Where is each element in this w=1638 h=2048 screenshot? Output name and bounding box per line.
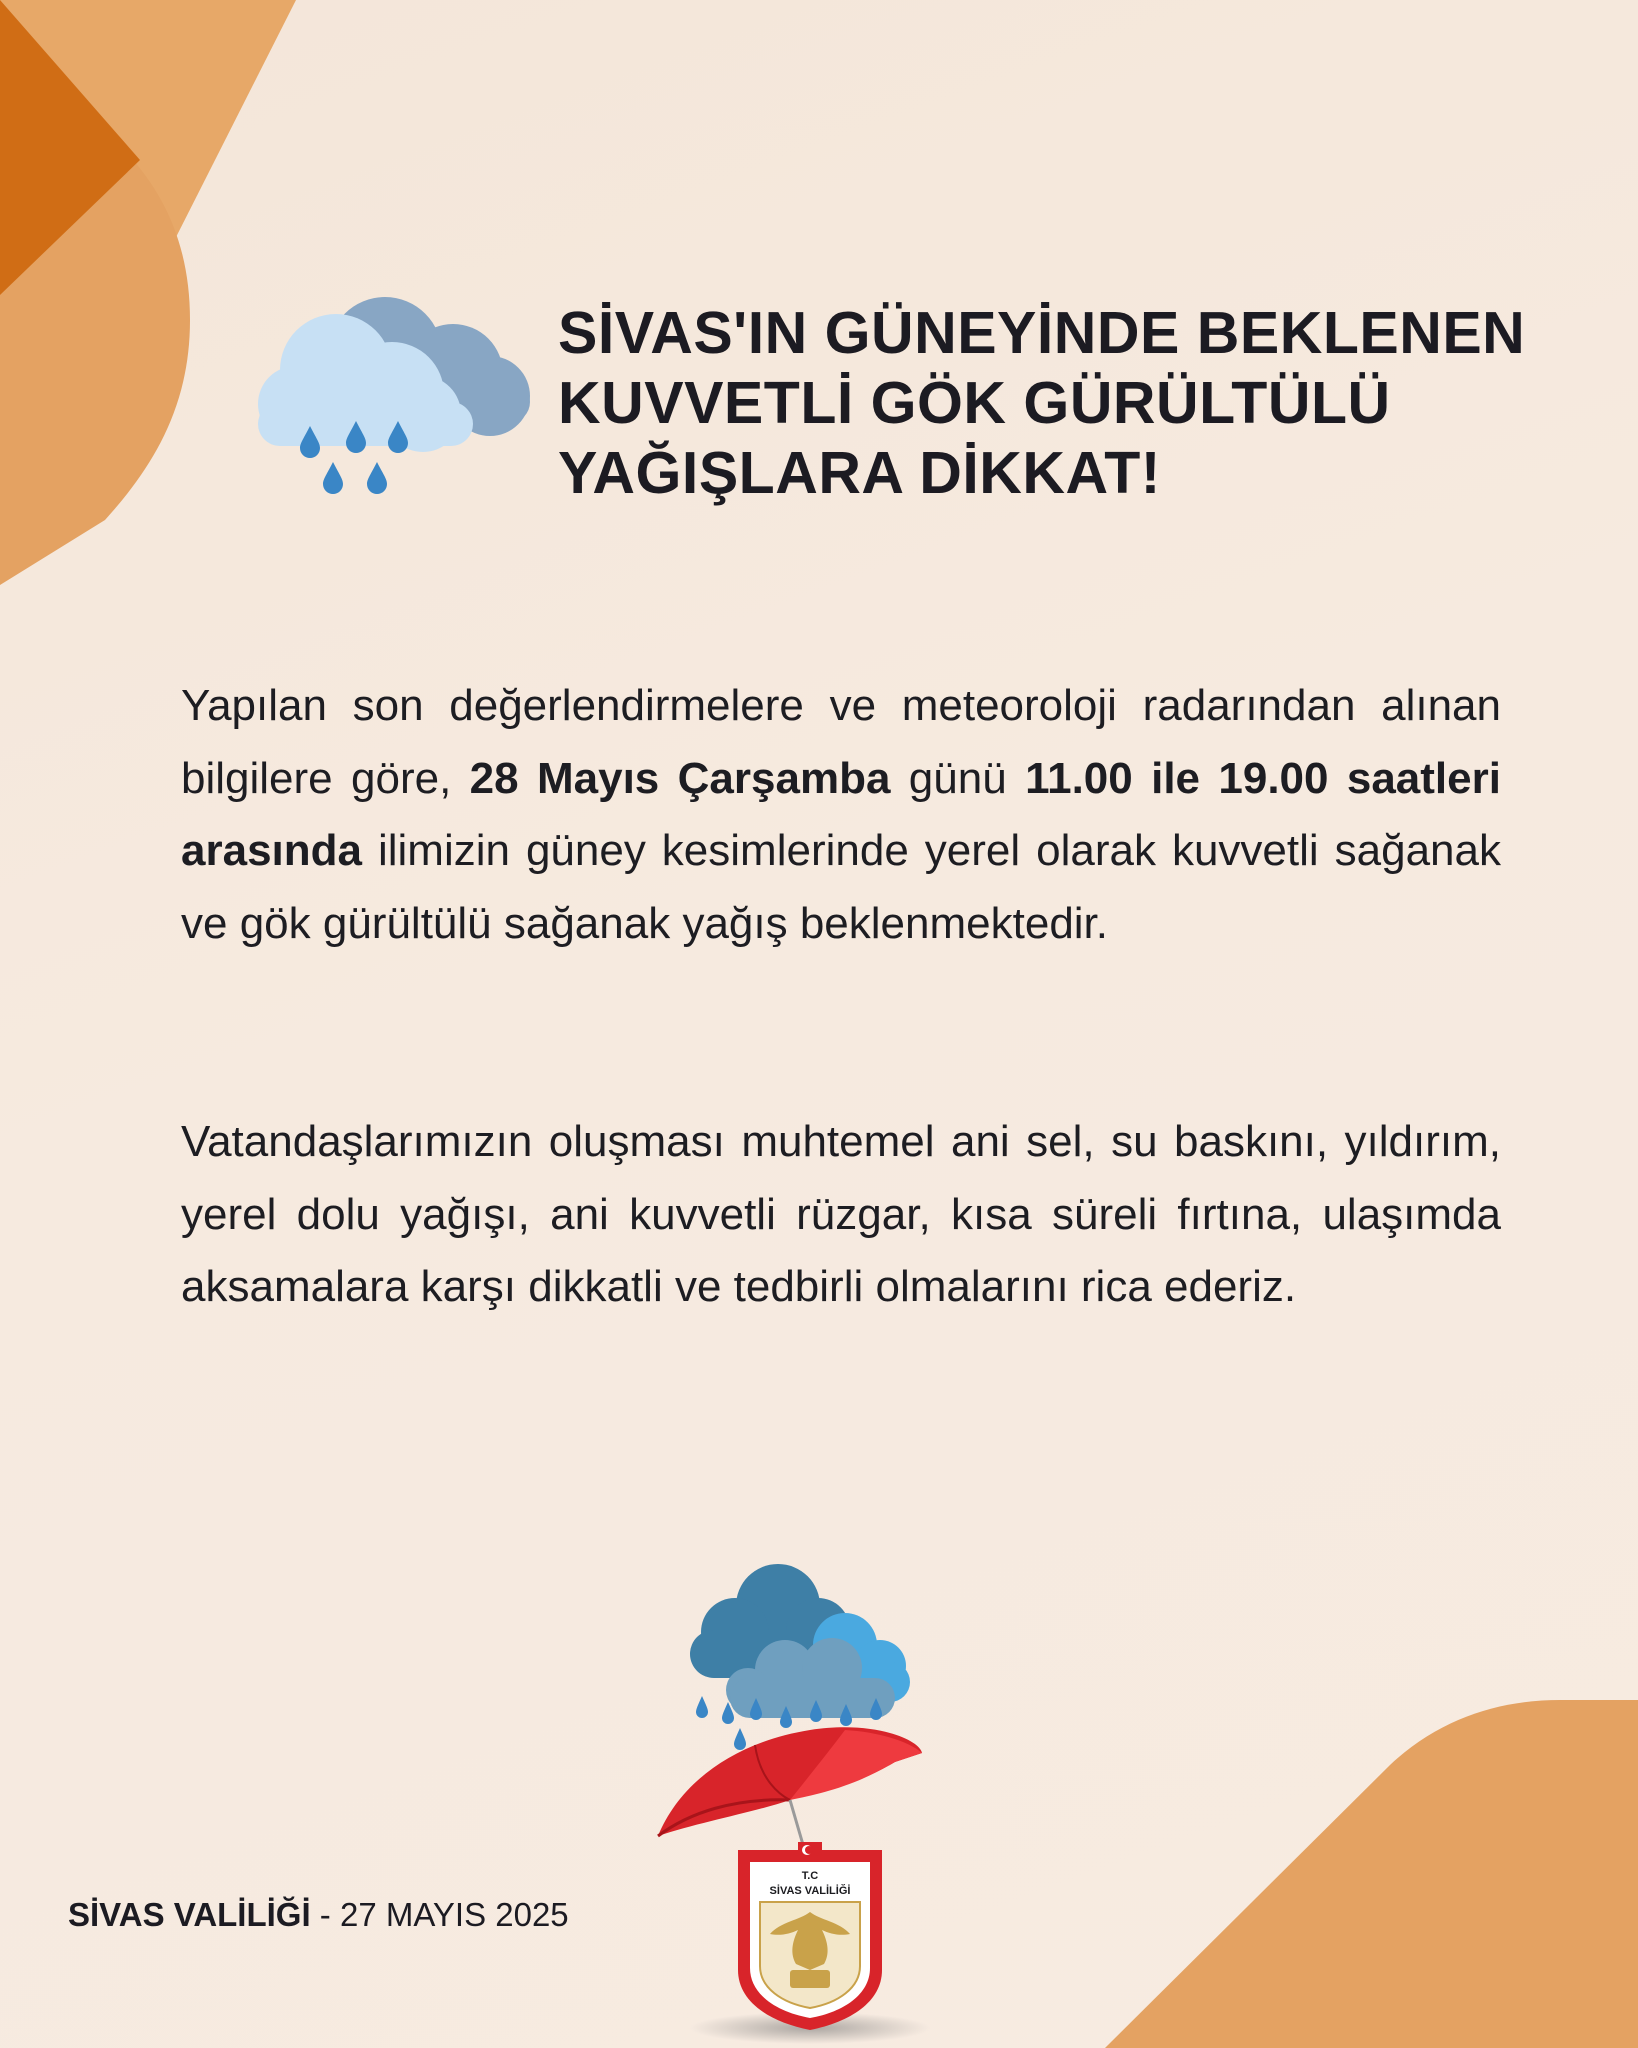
para1-time: 11.00 ile 19.00 saatleri arasında — [181, 753, 1501, 875]
para1-date: 28 Mayıs Çarşamba — [469, 753, 891, 803]
title-line-3: YAĞIŞLARA DİKKAT! — [558, 440, 1161, 506]
para1-text-3: ilimizin güney kesimlerinde yerel olarak kuvvetli sağanak ve gök gürültülü sağanak yağış beklenmektedir. — [181, 826, 1501, 948]
emblem-line-2: SİVAS VALİLİĞİ — [769, 1885, 851, 1897]
title-line-2: KUVVETLİ GÖK GÜRÜLTÜLÜ — [558, 370, 1391, 436]
para1-text-1: Yapılan son değerlendirmelere ve meteoroloji radarından alınan bilgilere göre, — [181, 681, 1501, 803]
title-line-1: SİVAS'IN GÜNEYİNDE BEKLENEN — [558, 300, 1526, 366]
footer-signature — [68, 1896, 569, 1934]
emblem-line-1: T.C — [801, 1870, 819, 1882]
footer-org: SİVAS VALİLİĞİ — [68, 1896, 311, 1933]
umbrella-rain-illustration — [640, 1550, 980, 2048]
footer-date: - 27 MAYIS 2025 — [310, 1896, 569, 1933]
rain-cloud-icon — [258, 296, 530, 506]
announcement-paragraph-2: Vatandaşlarımızın oluşması muhtemel ani sel, su baskını, yıldırım, yerel dolu yağışı, ani kuvvetli rüzgar, kısa süreli fırtına, ulaşımda aksamalara karşı dikkatli ve tedbirli olmalarını rica ederiz. — [181, 1117, 1501, 1311]
page-title — [558, 298, 1558, 508]
announcement-paragraph-1 — [181, 670, 1501, 960]
para1-text-2: günü — [908, 753, 1007, 803]
umbrella-icon — [658, 1727, 922, 1855]
sivas-valiligi-emblem — [738, 1842, 882, 2030]
